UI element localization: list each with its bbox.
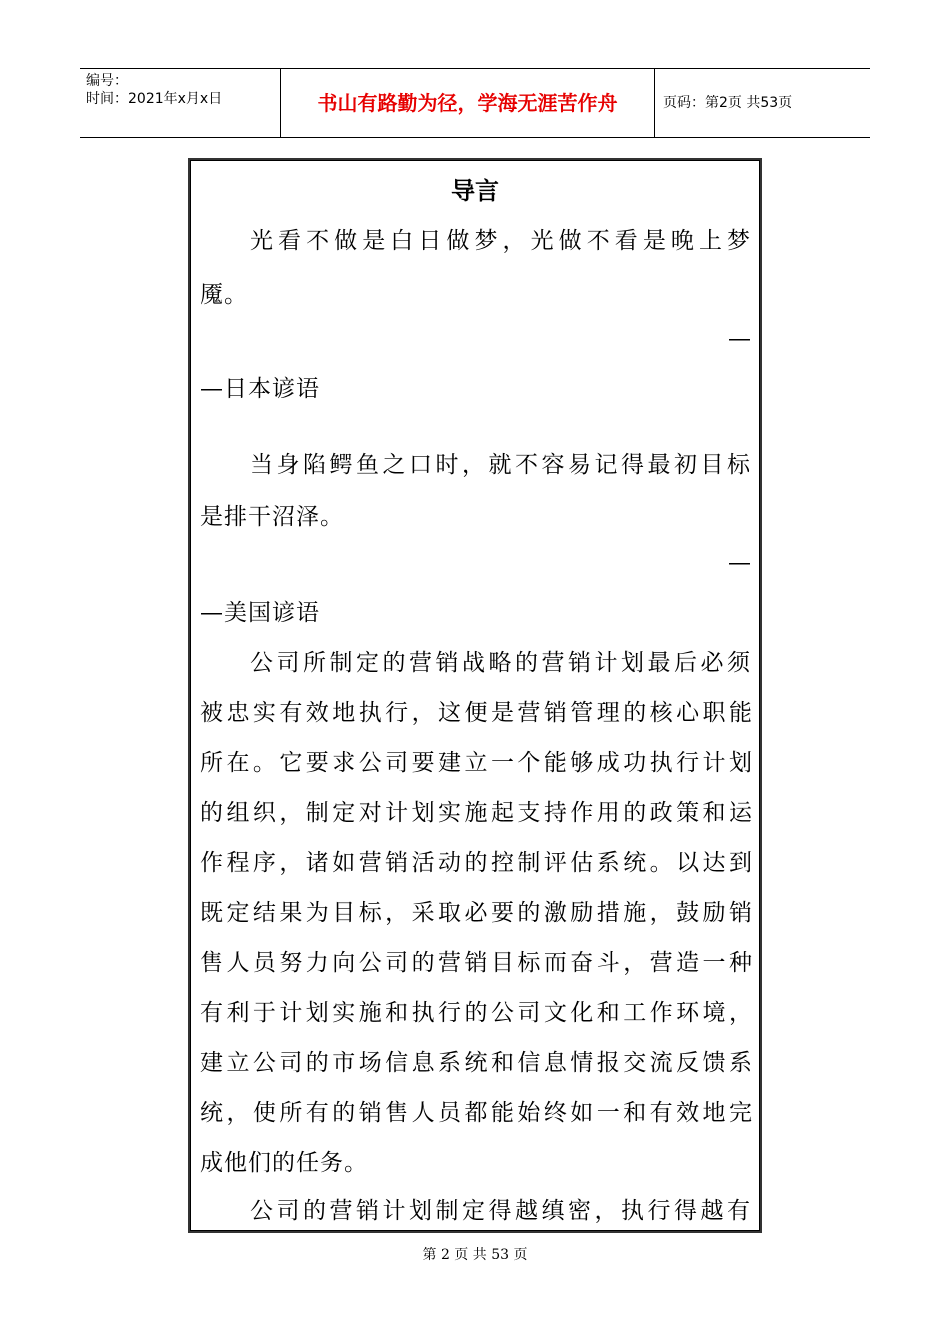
paragraph-line: 既定结果为目标，采取必要的激励措施，鼓励销 [200,900,752,926]
quote-line: 光看不做是白日做梦，光做不看是晚上梦 [250,228,750,254]
paragraph-line: 公司所制定的营销战略的营销计划最后必须 [250,650,750,676]
page-header [80,68,870,138]
paragraph-line: 成他们的任务。 [200,1150,368,1176]
header-motto-cell [281,69,655,137]
document-title: 导言 [451,176,499,205]
motto-text: 书山有路勤为径，学海无涯苦作舟 [317,91,618,115]
paragraph-line: 作程序，诸如营销活动的控制评估系统。以达到 [200,850,752,876]
attribution-line: —日本谚语 [200,376,320,402]
paragraph-line: 有利于计划实施和执行的公司文化和工作环境， [200,1000,752,1026]
paragraph-line: 所在。它要求公司要建立一个能够成功执行计划 [200,750,752,776]
attribution-dash: — [728,326,752,352]
date-label: 时间：2021年x月x日 [86,91,223,107]
attribution-dash: — [728,550,752,576]
paragraph-line: 的组织，制定对计划实施起支持作用的政策和运 [200,800,752,826]
number-label: 编号： [86,73,128,89]
page-code: 页码：第2页 共53页 [663,95,793,111]
content-box [188,158,762,1233]
quote-line: 魇。 [200,282,248,308]
quote-line: 当身陷鳄鱼之口时，就不容易记得最初目标 [250,452,750,478]
paragraph-line: 被忠实有效地执行，这便是营销管理的核心职能 [200,700,752,726]
paragraph-line: 售人员努力向公司的营销目标而奋斗，营造一种 [200,950,752,976]
paragraph-line: 统，使所有的销售人员都能始终如一和有效地完 [200,1100,752,1126]
page-footer: 第 2 页 共 53 页 [422,1247,528,1263]
paragraph-line: 公司的营销计划制定得越缜密，执行得越有 [250,1198,750,1224]
quote-line: 是排干沼泽。 [200,504,344,530]
paragraph-line: 建立公司的市场信息系统和信息情报交流反馈系 [200,1050,752,1076]
attribution-line: —美国谚语 [200,600,320,626]
header-page-cell [655,69,870,137]
header-meta-cell [80,69,281,137]
